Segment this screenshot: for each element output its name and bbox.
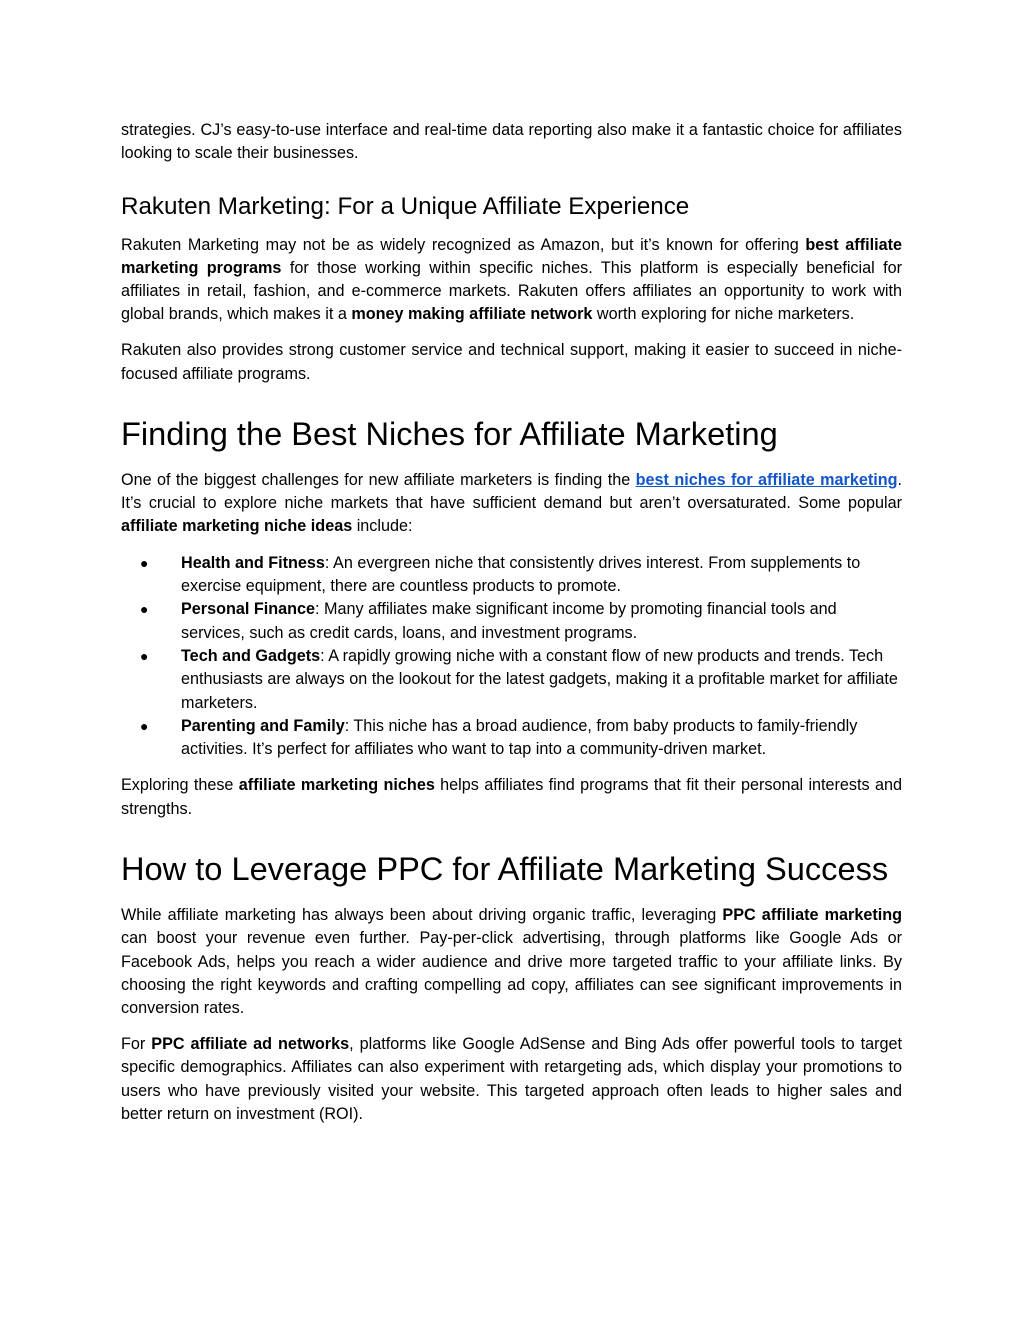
bullet-icon: ● [140,647,149,664]
list-item: ● Parenting and Family: This niche has a broad audience, from baby products to family-friendly activities. It’s perfect for affiliates who want to tap into a community-driven market. [140,716,858,759]
ppc-heading: How to Leverage PPC for Affiliate Marketing Success [121,850,889,888]
list-item: ● Tech and Gadgets: A rapidly growing niche with a constant flow of new products and trends. Tech enthusiasts are always on the lookout for the latest gadgets, making it a profitable market for affiliate marketers. [140,646,898,712]
ppc-paragraph-2: For PPC affiliate ad networks, platforms like Google AdSense and Bing Ads offer powerful tools to target specific demographics. Affiliates can also experiment with retargeting ads, which display your promotions to users who have previously visited your website. This targeted approach often leads to higher sales and better return on investment (ROI). [121,1035,903,1123]
keyword-best-affiliate-marketing-programs: best affiliate marketing programs [121,235,902,277]
list-item: ● Personal Finance: Many affiliates make significant income by promoting financial tools and services, such as credit cards, loans, and investment programs. [140,600,837,642]
rakuten-paragraph-2: Rakuten also provides strong customer service and technical support, making it easier to succeed in niche-focused affiliate programs. [121,341,902,383]
keyword-ppc-affiliate-ad-networks: PPC affiliate ad networks [151,1035,350,1054]
ppc-paragraph-1: While affiliate marketing has always been about driving organic traffic, leveraging PPC affiliate marketing can boost your revenue even further. Pay-per-click advertising, through platforms like Google Ads or Facebook Ads, helps you reach a wider audience and drive more targeted traffic to your affiliate links. By choosing the right keywords and crafting compelling ad copy, affiliates can see significant improvements in conversion rates. [121,906,902,1018]
keyword-affiliate-marketing-niches: affiliate marketing niches [238,776,435,795]
keyword-ppc-affiliate-marketing: PPC affiliate marketing [722,906,902,925]
keyword-money-making-affiliate-network: money making affiliate network [351,305,593,324]
rakuten-paragraph-1: Rakuten Marketing may not be as widely recognized as Amazon, but it’s known for offering best affiliate marketing programs for those working within specific niches. This platform is especially beneficial for affiliates in retail, fashion, and e-commerce markets. Rakuten offers affiliates an opportunity to work with global brands, which makes it a money making affiliate network worth exploring for niche marketers. [121,235,902,324]
keyword-niche-ideas: affiliate marketing niche ideas [121,517,353,536]
document-body [121,119,902,1126]
bullet-icon: ● [140,554,149,571]
bullet-icon: ● [140,717,149,734]
niches-heading: Finding the Best Niches for Affiliate Marketing [121,414,778,452]
niches-paragraph-1: One of the biggest challenges for new affiliate marketers is finding the best niches for affiliate marketing. It’s crucial to explore niche markets that have sufficient demand but aren’t oversaturated. Some popular affiliate marketing niche ideas include: [121,470,902,536]
bullet-icon: ● [140,601,149,618]
rakuten-heading: Rakuten Marketing: For a Unique Affiliate Experience [121,192,690,220]
best-niches-link[interactable]: best niches for affiliate marketing [635,470,898,489]
niche-list [121,552,902,762]
intro-paragraph: strategies. CJ’s easy-to-use interface and real-time data reporting also make it a fantastic choice for affiliates looking to scale their businesses. [121,121,902,163]
niches-paragraph-2: Exploring these affiliate marketing niches helps affiliates find programs that fit their personal interests and strengths. [121,776,902,818]
list-item: ● Health and Fitness: An evergreen niche that consistently drives interest. From supplements to exercise equipment, there are countless products to promote. [140,553,861,596]
